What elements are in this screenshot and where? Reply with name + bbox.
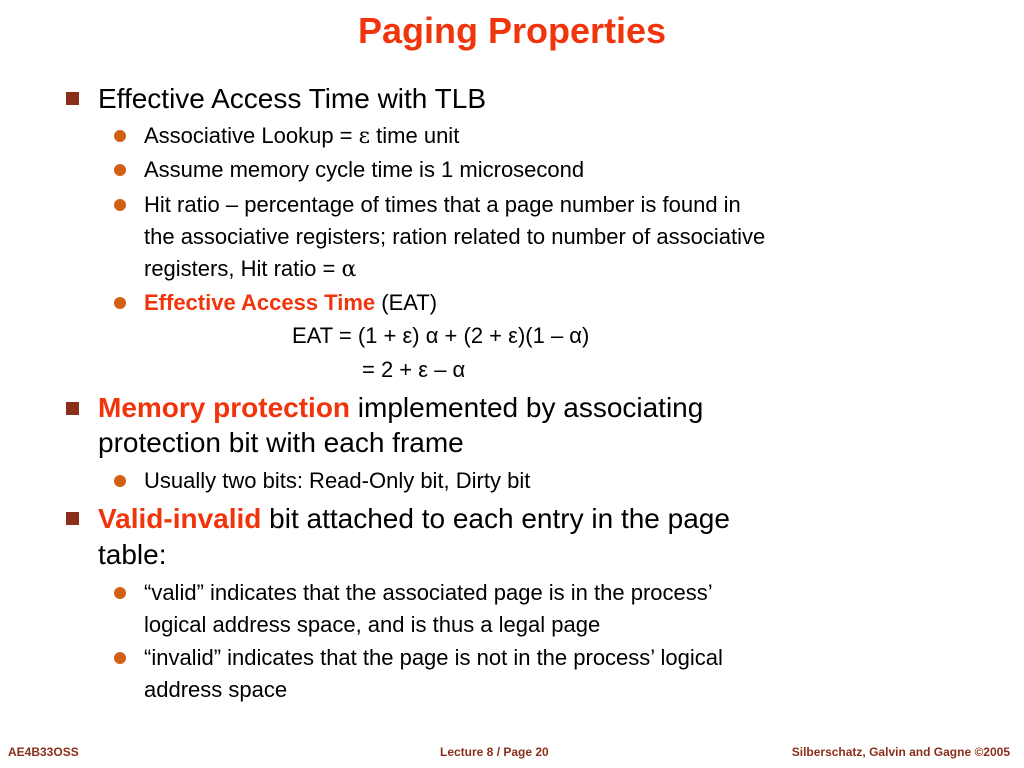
sub-bullet-valid-line1: “valid” indicates that the associated page is in the process’: [144, 580, 713, 605]
bullet-effective-access-time: Effective Access Time with TLB: [98, 83, 487, 114]
sub-bullet-two-bits: Usually two bits: Read-Only bit, Dirty bit: [144, 468, 531, 493]
sub-bullet-memory-cycle: Assume memory cycle time is 1 microsecond: [144, 157, 585, 182]
square-bullet-icon: [66, 512, 79, 525]
bullet-memory-protection-line2: protection bit with each frame: [98, 427, 464, 458]
sub-bullet-valid-line2: logical address space, and is thus a legal page: [144, 612, 601, 637]
highlight-term: Memory protection: [98, 392, 351, 423]
alpha-symbol: α: [341, 257, 357, 282]
square-bullet-icon: [66, 92, 79, 105]
highlight-term: Effective Access Time: [144, 290, 376, 315]
highlight-term: Valid-invalid: [98, 503, 262, 534]
bullet-valid-invalid: [98, 502, 730, 536]
sub-bullet-associative-lookup: [144, 120, 459, 153]
text-fragment: Associative Lookup =: [144, 123, 359, 148]
footer-course-code: AE4B33OSS: [8, 745, 79, 759]
bullet-memory-protection: [98, 391, 703, 425]
eat-equation-line1: EAT = (1 + ε) α + (2 + ε)(1 – α): [292, 323, 590, 348]
sub-bullet-hit-ratio-line2: the associative registers; ration related to number of associative: [144, 224, 766, 249]
footer-copyright: Silberschatz, Galvin and Gagne ©2005: [791, 745, 1010, 759]
epsilon-symbol: ε: [358, 124, 371, 149]
sub-bullet-hit-ratio-line3: [144, 253, 356, 286]
text-fragment: bit attached to each entry in the page: [261, 503, 730, 534]
dot-bullet-icon: [114, 475, 126, 487]
text-fragment: (EAT): [375, 290, 438, 315]
dot-bullet-icon: [114, 130, 126, 142]
square-bullet-icon: [66, 402, 79, 415]
dot-bullet-icon: [114, 297, 126, 309]
dot-bullet-icon: [114, 164, 126, 176]
text-fragment: implemented by associating: [350, 392, 704, 423]
bullet-valid-invalid-line2: table:: [98, 539, 167, 570]
sub-bullet-invalid-line1: “invalid” indicates that the page is not in the process’ logical: [144, 645, 723, 670]
slide-title: Paging Properties: [357, 10, 667, 51]
text-fragment: time unit: [370, 123, 460, 148]
dot-bullet-icon: [114, 587, 126, 599]
dot-bullet-icon: [114, 199, 126, 211]
text-fragment: registers, Hit ratio =: [144, 256, 342, 281]
sub-bullet-eat: [144, 287, 437, 319]
dot-bullet-icon: [114, 652, 126, 664]
sub-bullet-invalid-line2: address space: [144, 677, 288, 702]
eat-equation-line2: = 2 + ε – α: [362, 357, 466, 382]
footer-page-number: Lecture 8 / Page 20: [440, 745, 549, 759]
sub-bullet-hit-ratio-line1: Hit ratio – percentage of times that a page number is found in: [144, 192, 741, 217]
